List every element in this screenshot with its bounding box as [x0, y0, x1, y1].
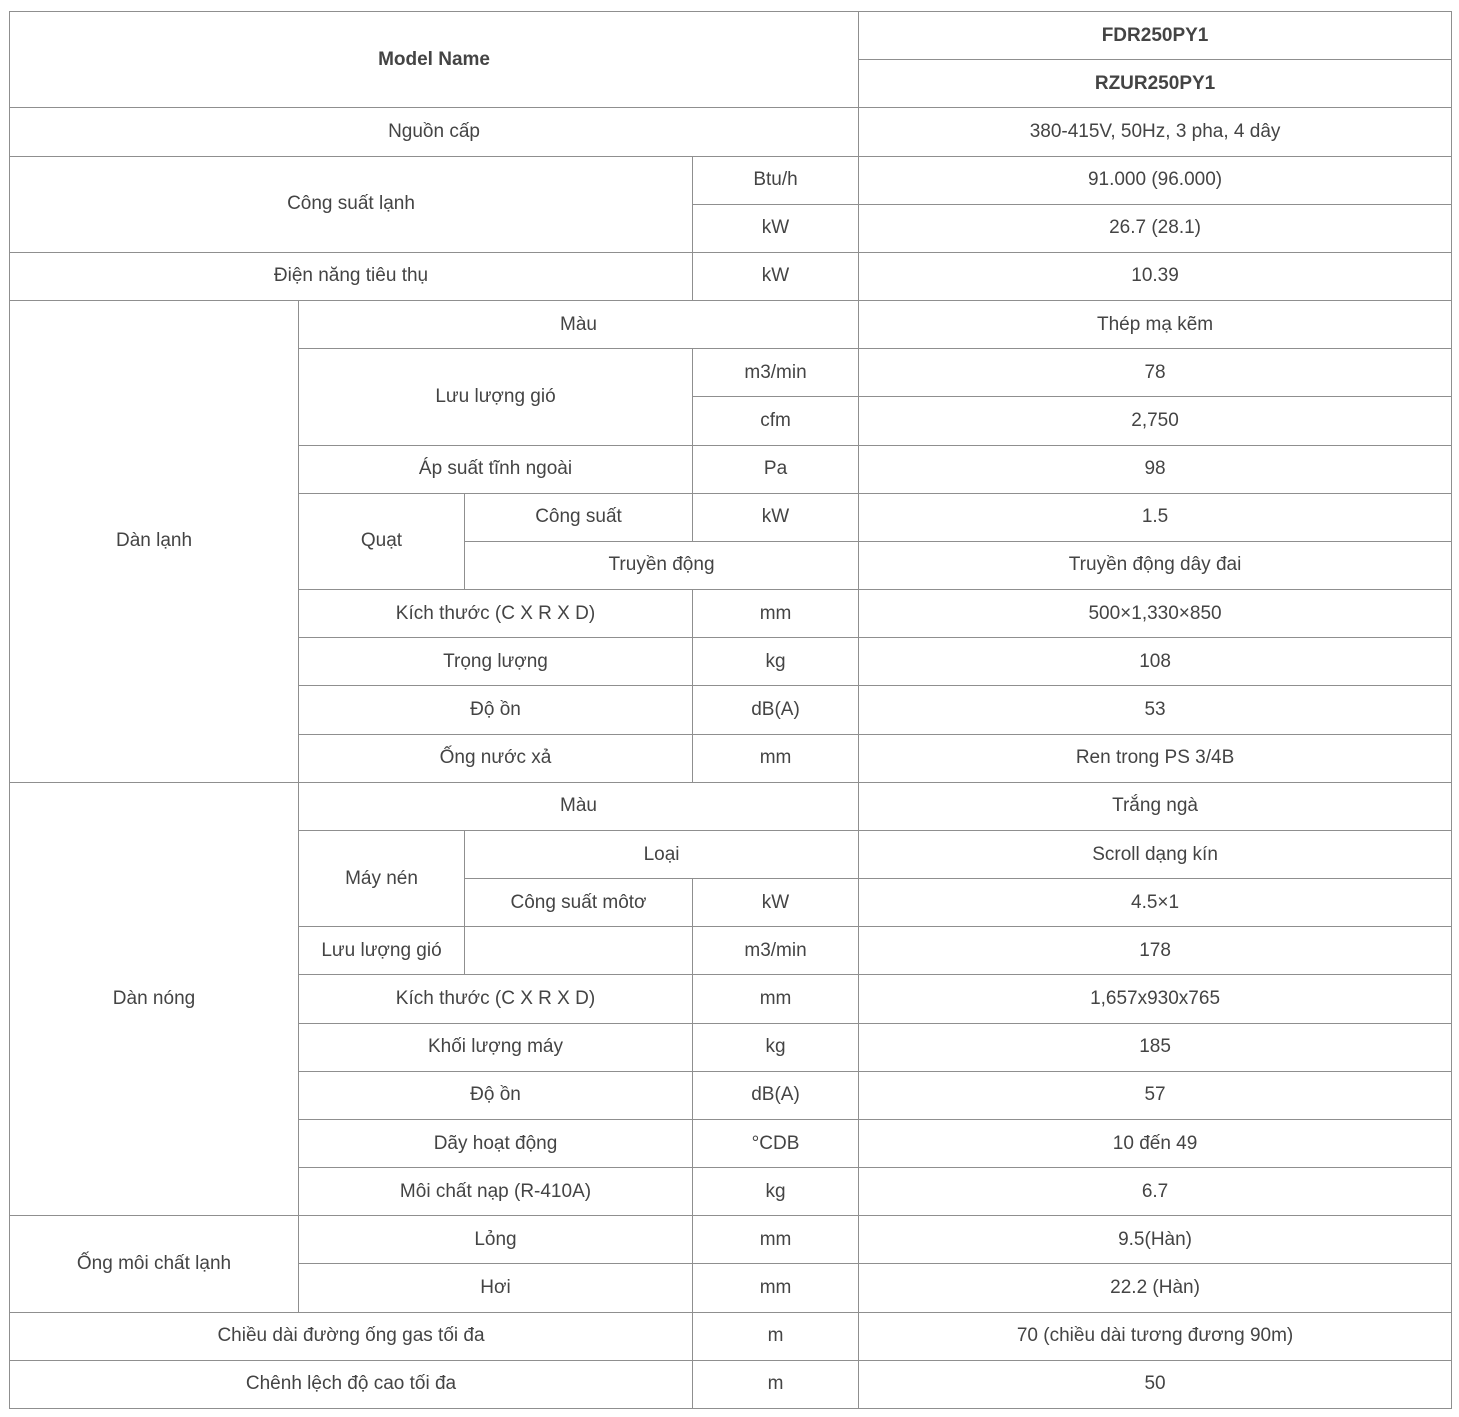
- unit-cell: m3/min: [693, 927, 859, 975]
- refrigerant-charge-label: Môi chất nạp (R-410A): [299, 1168, 693, 1216]
- value-cell: Trắng ngà: [859, 782, 1452, 830]
- table-row: [10, 108, 1452, 156]
- model-name-label: Model Name: [10, 12, 859, 108]
- unit-cell: m: [693, 1360, 859, 1408]
- indoor-model-cell: FDR250PY1: [859, 12, 1452, 60]
- liquid-label: Lỏng: [299, 1216, 693, 1264]
- unit-cell: cfm: [693, 397, 859, 445]
- outdoor-unit-label: Dàn nóng: [10, 782, 299, 1216]
- indoor-unit-label: Dàn lạnh: [10, 301, 299, 783]
- value-cell: 91.000 (96.000): [859, 156, 1452, 204]
- unit-cell: mm: [693, 734, 859, 782]
- table-row: [10, 1216, 1452, 1264]
- value-cell: Truyền động dây đai: [859, 541, 1452, 589]
- unit-cell: dB(A): [693, 686, 859, 734]
- value-cell: 57: [859, 1071, 1452, 1119]
- drain-label: Ống nước xả: [299, 734, 693, 782]
- value-cell: 22.2 (Hàn): [859, 1264, 1452, 1312]
- compressor-label: Máy nén: [299, 830, 465, 926]
- static-pressure-label: Áp suất tĩnh ngoài: [299, 445, 693, 493]
- indoor-noise-label: Độ ồn: [299, 686, 693, 734]
- unit-cell: Btu/h: [693, 156, 859, 204]
- unit-cell: kg: [693, 1023, 859, 1071]
- value-cell: 10 đến 49: [859, 1119, 1452, 1167]
- indoor-airflow-label: Lưu lượng gió: [299, 349, 693, 445]
- unit-cell: m: [693, 1312, 859, 1360]
- max-pipe-length-label: Chiều dài đường ống gas tối đa: [10, 1312, 693, 1360]
- outdoor-weight-label: Khối lượng máy: [299, 1023, 693, 1071]
- max-height-diff-label: Chênh lệch độ cao tối đa: [10, 1360, 693, 1408]
- unit-cell: kg: [693, 1168, 859, 1216]
- unit-cell: kg: [693, 638, 859, 686]
- unit-cell: kW: [693, 879, 859, 927]
- value-cell: 50: [859, 1360, 1452, 1408]
- motor-power-label: Công suất môtơ: [465, 879, 693, 927]
- unit-cell: Pa: [693, 445, 859, 493]
- table-row: [10, 156, 1452, 204]
- indoor-dimensions-label: Kích thước (C X R X D): [299, 590, 693, 638]
- value-cell: 1,657x930x765: [859, 975, 1452, 1023]
- value-cell: 178: [859, 927, 1452, 975]
- value-cell: Ren trong PS 3/4B: [859, 734, 1452, 782]
- value-cell: 78: [859, 349, 1452, 397]
- value-cell: 4.5×1: [859, 879, 1452, 927]
- cooling-capacity-label: Công suất lạnh: [10, 156, 693, 252]
- value-cell: 500×1,330×850: [859, 590, 1452, 638]
- value-cell: Scroll dạng kín: [859, 830, 1452, 878]
- power-consumption-label: Điện năng tiêu thụ: [10, 252, 693, 300]
- unit-cell: kW: [693, 252, 859, 300]
- fan-label: Quạt: [299, 493, 465, 589]
- table-row: [10, 301, 1452, 349]
- unit-cell: mm: [693, 590, 859, 638]
- fan-drive-label: Truyền động: [465, 541, 859, 589]
- unit-cell: mm: [693, 1264, 859, 1312]
- piping-label: Ống môi chất lạnh: [10, 1216, 299, 1312]
- value-cell: 98: [859, 445, 1452, 493]
- value-cell: 108: [859, 638, 1452, 686]
- outdoor-airflow-label: Lưu lượng gió: [299, 927, 465, 975]
- value-cell: 70 (chiều dài tương đương 90m): [859, 1312, 1452, 1360]
- unit-cell: m3/min: [693, 349, 859, 397]
- empty-cell: [465, 927, 693, 975]
- outdoor-color-label: Màu: [299, 782, 859, 830]
- value-cell: 185: [859, 1023, 1452, 1071]
- operating-range-label: Dãy hoạt động: [299, 1119, 693, 1167]
- compressor-type-label: Loại: [465, 830, 859, 878]
- table-row: [10, 12, 1452, 60]
- unit-cell: dB(A): [693, 1071, 859, 1119]
- value-cell: 2,750: [859, 397, 1452, 445]
- indoor-weight-label: Trọng lượng: [299, 638, 693, 686]
- unit-cell: kW: [693, 204, 859, 252]
- value-cell: 10.39: [859, 252, 1452, 300]
- unit-cell: °CDB: [693, 1119, 859, 1167]
- outdoor-model-cell: RZUR250PY1: [859, 60, 1452, 108]
- value-cell: Thép mạ kẽm: [859, 301, 1452, 349]
- outdoor-noise-label: Độ ồn: [299, 1071, 693, 1119]
- unit-cell: mm: [693, 975, 859, 1023]
- value-cell: 6.7: [859, 1168, 1452, 1216]
- value-cell: 9.5(Hàn): [859, 1216, 1452, 1264]
- table-row: [10, 252, 1452, 300]
- table-row: [10, 1360, 1452, 1408]
- power-supply-label: Nguồn cấp: [10, 108, 859, 156]
- value-cell: 26.7 (28.1): [859, 204, 1452, 252]
- gas-label: Hơi: [299, 1264, 693, 1312]
- value-cell: 53: [859, 686, 1452, 734]
- unit-cell: kW: [693, 493, 859, 541]
- table-row: [10, 782, 1452, 830]
- fan-power-label: Công suất: [465, 493, 693, 541]
- power-supply-value: 380-415V, 50Hz, 3 pha, 4 dây: [859, 108, 1452, 156]
- table-row: [10, 1312, 1452, 1360]
- indoor-color-label: Màu: [299, 301, 859, 349]
- value-cell: 1.5: [859, 493, 1452, 541]
- spec-table: [9, 11, 1452, 1409]
- outdoor-dimensions-label: Kích thước (C X R X D): [299, 975, 693, 1023]
- unit-cell: mm: [693, 1216, 859, 1264]
